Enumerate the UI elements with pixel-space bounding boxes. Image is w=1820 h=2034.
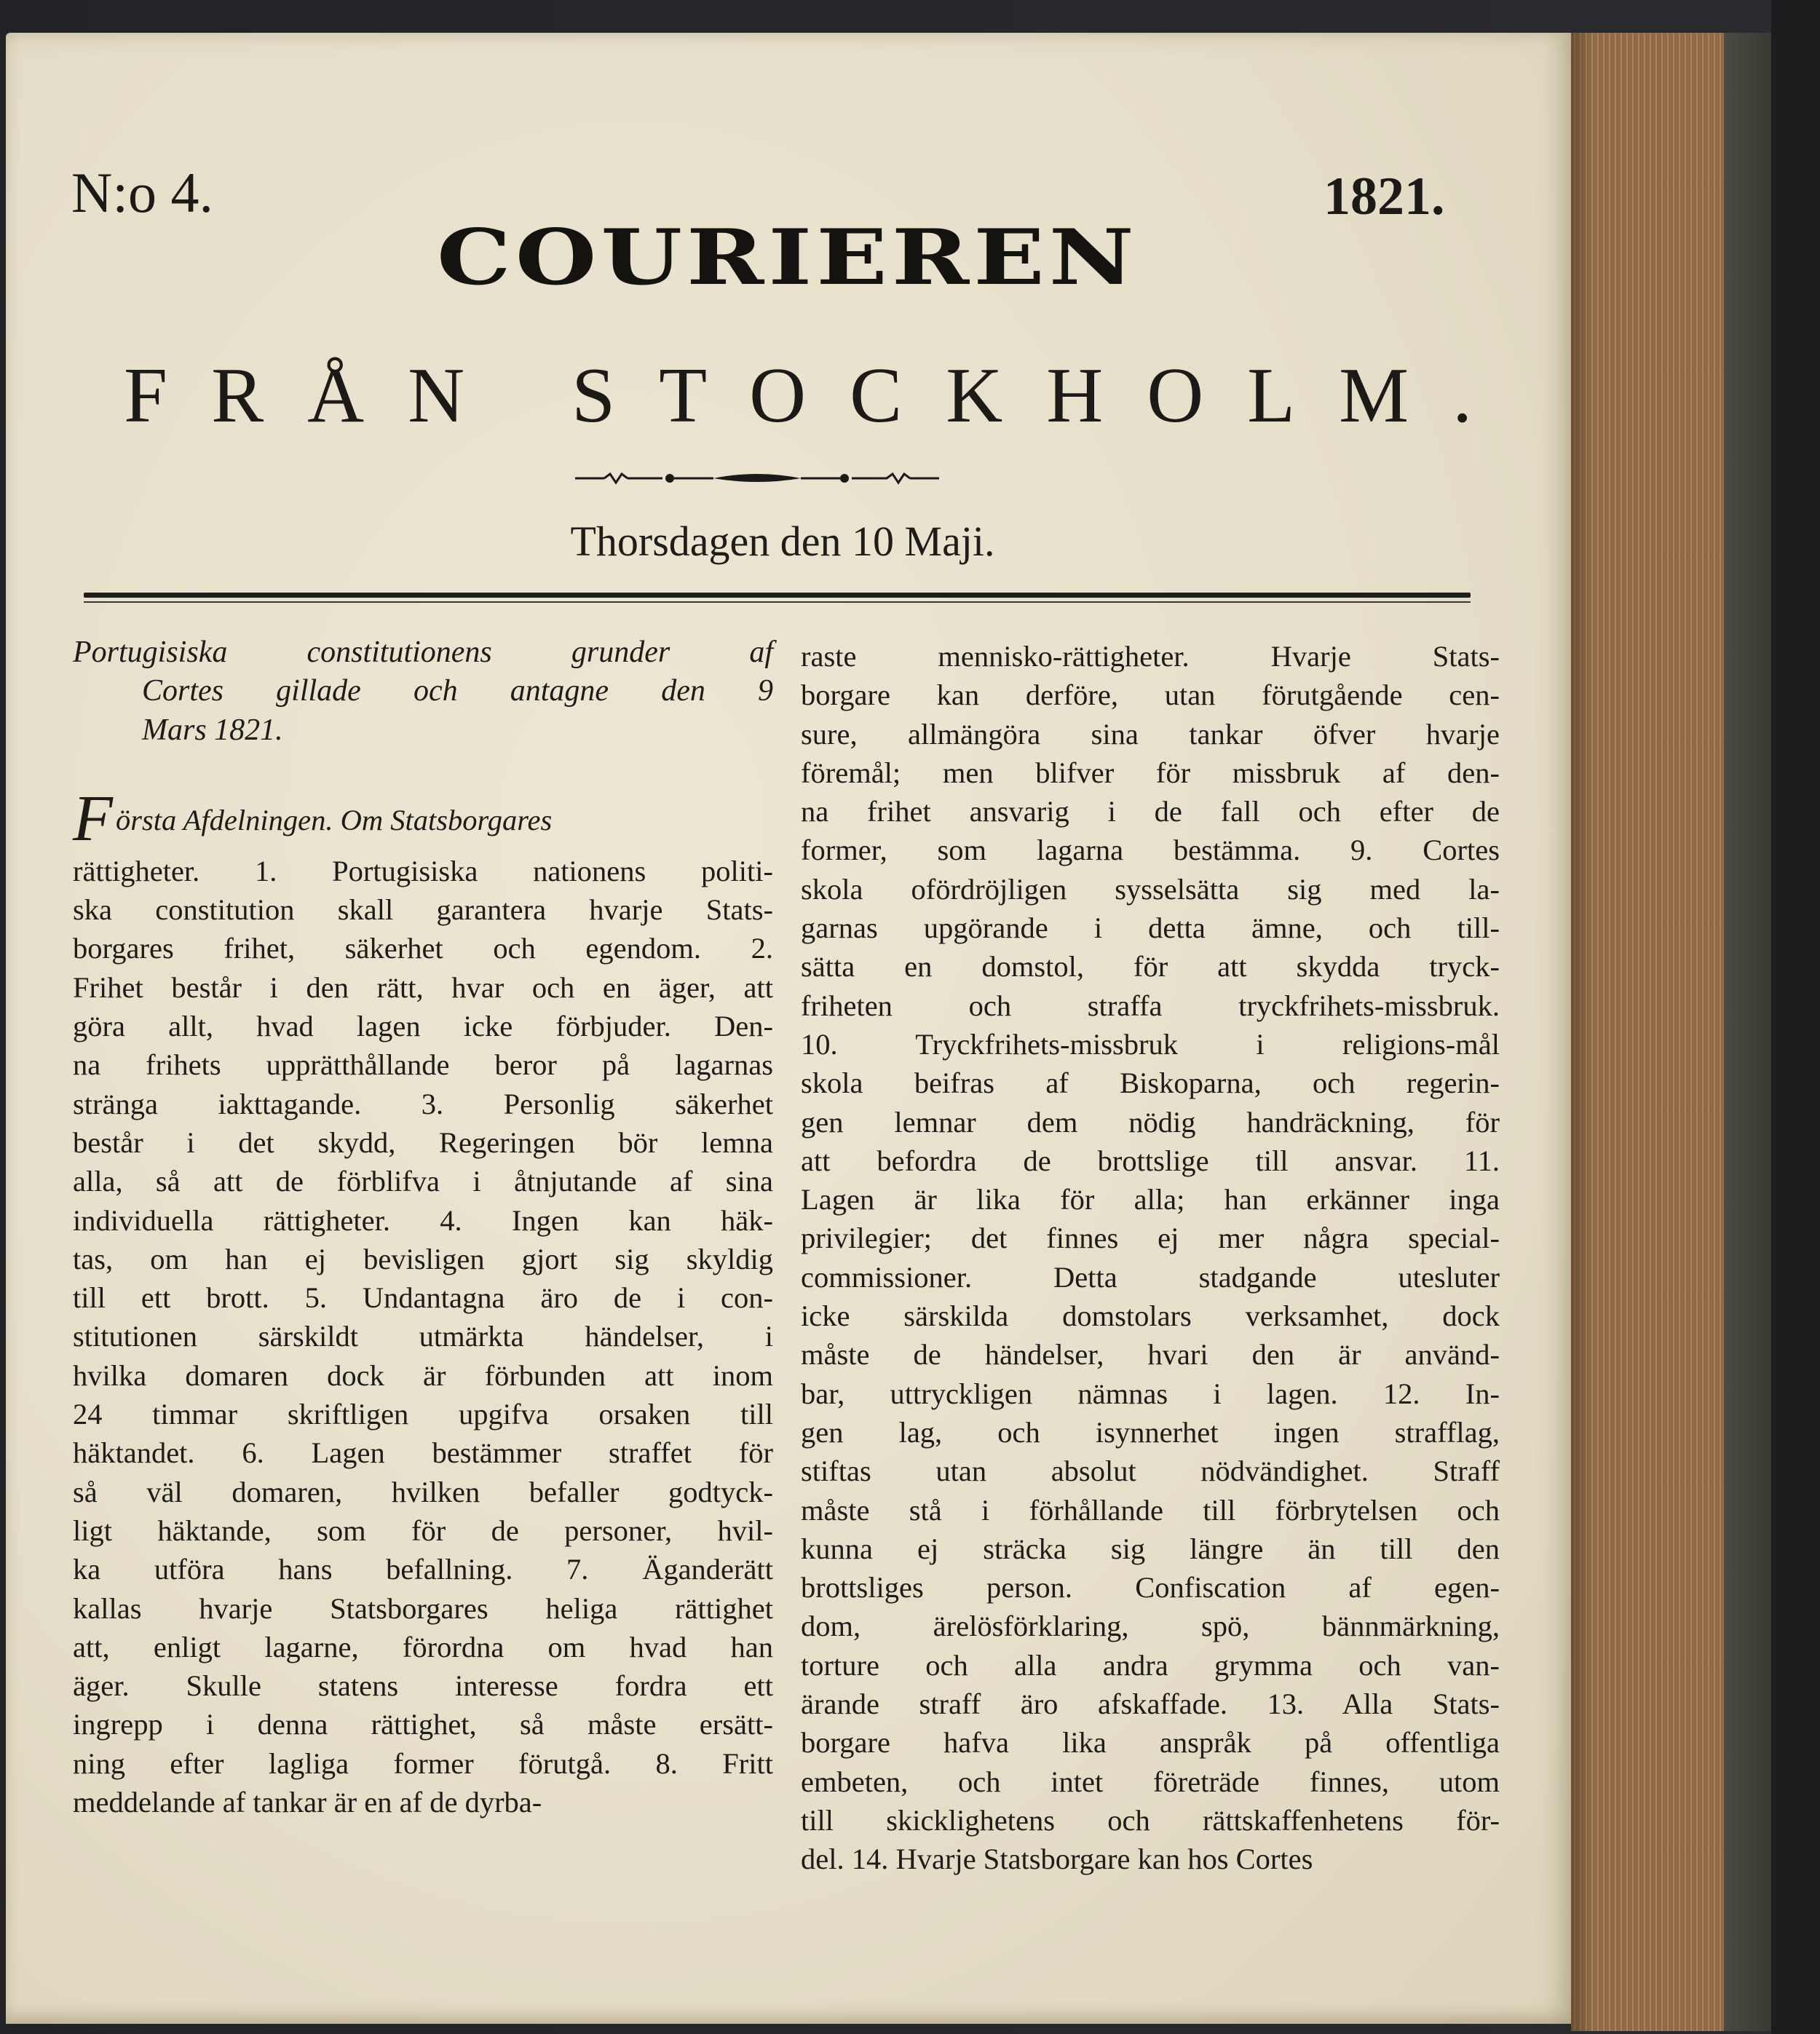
text-line: föremål; men blifver för missbruk af den- (801, 756, 1500, 789)
text-line: sätta en domstol, för att skydda tryck- (801, 950, 1500, 984)
text-line: kunna ej sträcka sig längre än till den (801, 1532, 1500, 1565)
horizontal-rule-thin (84, 601, 1471, 603)
text-line: ska constitution skall garantera hvarje Stats- (73, 893, 773, 927)
text-line: icke särskilda domstolars verksamhet, dock (801, 1299, 1500, 1333)
text-line: na frihets upprätthållande beror på lagarnas (73, 1048, 773, 1082)
text-line: del. 14. Hvarje Statsborgare kan hos Cortes (801, 1843, 1313, 1876)
text-line: måste stå i förhållande till förbrytelsen och (801, 1493, 1500, 1527)
text-line: dom, ärelösförklaring, spö, bännmärkning, (801, 1610, 1500, 1643)
issue-year: 1821. (1324, 167, 1445, 226)
text-line: stiftas utan absolut nödvändighet. Straff (801, 1455, 1500, 1488)
text-line: gen lemnar dem nödig handräckning, för (801, 1105, 1500, 1139)
heading-line: Cortes gillade och antagne den 9 (142, 674, 773, 708)
text-line: ligt häktande, som för de personer, hvil- (73, 1513, 773, 1547)
text-line: Frihet består i den rätt, hvar och en äger, att (73, 970, 773, 1004)
text-line: sure, allmängöra sina tankar öfver hvarje (801, 717, 1500, 751)
heading-line: Portugisiska constitutionens grunder af (73, 636, 773, 669)
section-heading (73, 782, 773, 855)
dateline: Thorsdagen den 10 Maji. (570, 518, 995, 565)
text-line: stränga iakttagande. 3. Personlig säkerhet (73, 1087, 773, 1120)
text-line: ka utföra hans befallning. 7. Äganderätt (73, 1553, 773, 1586)
text-line: 10. Tryckfrihets-missbruk i religions-mål (801, 1027, 1500, 1061)
book-cover-edge (1724, 33, 1771, 2031)
text-line: häktandet. 6. Lagen bestämmer straffet för (73, 1436, 773, 1470)
article-heading (73, 633, 773, 750)
section-heading-text: örsta Afdelningen. Om Statsborgares (115, 803, 553, 836)
left-column-text (73, 852, 773, 1821)
text-line: torture och alla andra grymma och van- (801, 1648, 1500, 1682)
text-line: göra allt, hvad lagen icke förbjuder. Den- (73, 1010, 773, 1043)
text-line: meddelande af tankar är en af de dyrba- (73, 1786, 542, 1819)
text-line: na frihet ansvarig i de fall och efter de (801, 795, 1500, 828)
text-line: raste mennisko-rättigheter. Hvarje Stats- (801, 640, 1500, 673)
horizontal-rule (84, 593, 1471, 598)
masthead-subtitle: FRÅN STOCKHOLM. (124, 352, 1516, 439)
text-line: commissioner. Detta stadgande utesluter (801, 1260, 1500, 1294)
text-line: ning efter lagliga former förutgå. 8. Fritt (73, 1746, 773, 1780)
page-edge-shadow (1571, 33, 1593, 2031)
text-line: Lagen är lika för alla; han erkänner inga (801, 1183, 1500, 1216)
text-line: borgares frihet, säkerhet och egendom. 2. (73, 932, 773, 965)
ornament-divider-icon (575, 470, 939, 487)
issue-number: N:o 4. (71, 161, 213, 224)
text-line: privilegier; det finnes ej mer några special- (801, 1222, 1500, 1255)
scanner-bed (1771, 0, 1820, 2034)
text-line: rättigheter. 1. Portugisiska nationens politi- (73, 854, 773, 887)
text-line: borgare hafva lika anspråk på offentliga (801, 1726, 1500, 1760)
text-line: brottsliges person. Confiscation af egen- (801, 1571, 1500, 1604)
text-line: former, som lagarna bestämma. 9. Cortes (801, 834, 1500, 867)
left-column (73, 633, 773, 1821)
text-line: skola beifras af Biskoparna, och regerin- (801, 1067, 1500, 1100)
book-page-edges (1571, 33, 1724, 2031)
text-line: måste de händelser, hvari den är använd- (801, 1338, 1500, 1372)
text-line: tas, om han ej bevisligen gjort sig skyldig (73, 1242, 773, 1275)
text-line: ärande straff äro afskaffade. 13. Alla Stats- (801, 1687, 1500, 1721)
masthead-title: COURIEREN (437, 213, 1139, 303)
right-column (801, 637, 1500, 1879)
text-line: så väl domaren, hvilken befaller godtyck- (73, 1475, 773, 1508)
text-line: garnas upgörande i detta ämne, och till- (801, 911, 1500, 945)
text-line: gen lag, och isynnerhet ingen strafflag, (801, 1415, 1500, 1449)
text-line: bar, uttryckligen nämnas i lagen. 12. In- (801, 1377, 1500, 1410)
text-line: kallas hvarje Statsborgares heliga rättighet (73, 1591, 773, 1625)
text-line: individuella rättigheter. 4. Ingen kan häk- (73, 1203, 773, 1237)
text-line: embeten, och intet företräde finnes, utom (801, 1765, 1500, 1798)
text-line: ingrepp i denna rättighet, så måste ersätt- (73, 1708, 773, 1741)
drop-cap: F (73, 782, 113, 855)
text-line: stitutionen särskildt utmärkta händelser, i (73, 1320, 773, 1353)
text-line: att, enligt lagarne, förordna om hvad han (73, 1630, 773, 1663)
text-line: till ett brott. 5. Undantagna äro de i con- (73, 1281, 773, 1315)
text-line: att befordra de brottslige till ansvar. 11. (801, 1144, 1500, 1177)
text-line: 24 timmar skriftligen upgifva orsaken till (73, 1398, 773, 1431)
text-line: hvilka domaren dock är förbunden att inom (73, 1358, 773, 1392)
text-line: friheten och straffa tryckfrihets-missbruk. (801, 989, 1500, 1022)
right-column-text (801, 637, 1500, 1879)
text-line: borgare kan derföre, utan förutgående cen- (801, 678, 1500, 712)
heading-line: Mars 1821. (142, 713, 283, 747)
text-line: alla, så att de förblifva i åtnjutande af sina (73, 1165, 773, 1198)
text-line: består i det skydd, Regeringen bör lemna (73, 1125, 773, 1159)
text-line: äger. Skulle statens interesse fordra ett (73, 1669, 773, 1703)
text-line: skola ofördröjligen sysselsätta sig med la- (801, 872, 1500, 906)
text-line: till skicklighetens och rättskaffenhetens för- (801, 1803, 1500, 1837)
